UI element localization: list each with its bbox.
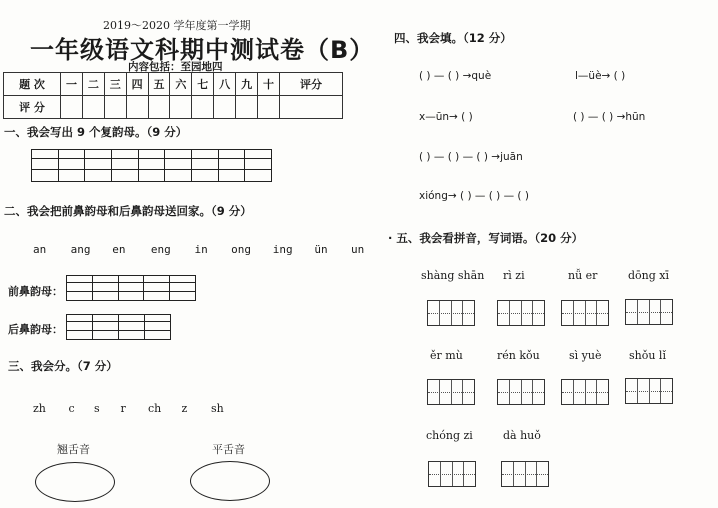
fill-line-5[interactable]: ( ) — ( ) — ( ) →juān: [419, 151, 523, 163]
col-6: 六: [170, 73, 192, 96]
col-5: 五: [148, 73, 170, 96]
score-cell[interactable]: [82, 96, 104, 119]
col-8: 八: [214, 73, 236, 96]
final: en: [112, 243, 126, 256]
section-3-title: 三、我会分。（7 分）: [8, 359, 118, 373]
section-2-title: 二、我会把前鼻韵母和后鼻韵母送回家。（9 分）: [4, 204, 252, 218]
word-box[interactable]: [501, 461, 549, 487]
finals-list: [33, 243, 364, 256]
final: in: [194, 243, 208, 256]
score-cell[interactable]: [61, 96, 83, 119]
row-label: 评 分: [4, 96, 61, 119]
col-4: 四: [126, 73, 148, 96]
fill-line-1[interactable]: ( ) — ( ) →què: [419, 70, 492, 82]
row-label: 题 次: [4, 73, 61, 96]
score-cell[interactable]: [236, 96, 258, 119]
section-4-title: 四、我会填。（12 分）: [394, 31, 512, 45]
back-nasal-label: 后鼻韵母：: [8, 323, 63, 336]
word-pinyin: shàng shān: [421, 269, 485, 282]
final: ing: [272, 243, 293, 256]
initial: z: [181, 402, 188, 415]
total-label: 评分: [280, 73, 343, 96]
back-nasal-grid[interactable]: [66, 314, 171, 340]
col-7: 七: [192, 73, 214, 96]
col-1: 一: [61, 73, 83, 96]
word-box[interactable]: [427, 300, 475, 326]
word-pinyin: sì yuè: [569, 349, 602, 362]
word-pinyin: shǒu lǐ: [629, 349, 666, 362]
school-year: 2019～2020 学年度第一学期: [103, 19, 251, 32]
score-cell[interactable]: [192, 96, 214, 119]
final: an: [33, 243, 47, 256]
retroflex-oval[interactable]: [35, 462, 115, 502]
score-cell[interactable]: [126, 96, 148, 119]
word-box[interactable]: [497, 379, 545, 405]
retroflex-label: 翘舌音: [57, 443, 90, 456]
initial: ch: [148, 402, 162, 415]
front-nasal-label: 前鼻韵母：: [8, 285, 63, 298]
word-box[interactable]: [427, 379, 475, 405]
word-box[interactable]: [428, 461, 476, 487]
score-cell[interactable]: [258, 96, 280, 119]
score-table-header-row: [4, 73, 343, 96]
word-pinyin: nǚ er: [568, 269, 598, 282]
fill-line-4[interactable]: ( ) — ( ) →hūn: [573, 111, 646, 123]
page-title: 一年级语文科期中测试卷（B）: [30, 36, 375, 64]
final: eng: [150, 243, 171, 256]
word-pinyin: rì zi: [503, 269, 525, 282]
word-box[interactable]: [561, 379, 609, 405]
fill-line-3[interactable]: x—ūn→ ( ): [419, 111, 473, 123]
front-nasal-grid[interactable]: [66, 275, 196, 301]
initial: zh: [33, 402, 46, 415]
score-table: [3, 72, 343, 119]
score-table-score-row: [4, 96, 343, 119]
section-1-title: 一、我会写出 9 个复韵母。（9 分）: [4, 125, 188, 139]
col-10: 十: [258, 73, 280, 96]
section-5-title: · 五、我会看拼音，写词语。（20 分）: [388, 231, 584, 245]
score-cell[interactable]: [148, 96, 170, 119]
word-box[interactable]: [561, 300, 609, 326]
word-box[interactable]: [625, 299, 673, 325]
final: ong: [231, 243, 251, 256]
word-box[interactable]: [625, 378, 673, 404]
fill-line-2[interactable]: l—üè→ ( ): [575, 70, 626, 82]
final: un: [351, 243, 365, 256]
word-pinyin: chóng zi: [426, 429, 473, 442]
word-pinyin: ěr mù: [430, 349, 463, 362]
score-cell[interactable]: [170, 96, 192, 119]
total-score-cell[interactable]: [280, 96, 343, 119]
fill-line-6[interactable]: xióng→ ( ) — ( ) — ( ): [419, 190, 529, 202]
section-1-writing-grid[interactable]: [31, 149, 272, 182]
score-cell[interactable]: [214, 96, 236, 119]
word-pinyin: dōng xī: [628, 269, 670, 282]
final: ün: [314, 243, 328, 256]
col-3: 三: [104, 73, 126, 96]
col-2: 二: [82, 73, 104, 96]
word-pinyin: rén kǒu: [497, 349, 540, 362]
initial: r: [120, 402, 126, 415]
content-scope: 内容包括：至园地四: [128, 61, 223, 73]
initial: c: [68, 402, 75, 415]
flat-tongue-oval[interactable]: [190, 461, 270, 501]
word-pinyin: dà huǒ: [503, 429, 541, 442]
initials-list: [33, 402, 224, 415]
final: ang: [70, 243, 91, 256]
initial: s: [94, 402, 100, 415]
initial: sh: [211, 402, 224, 415]
word-box[interactable]: [497, 300, 545, 326]
score-cell[interactable]: [104, 96, 126, 119]
col-9: 九: [236, 73, 258, 96]
flat-tongue-label: 平舌音: [212, 443, 245, 456]
